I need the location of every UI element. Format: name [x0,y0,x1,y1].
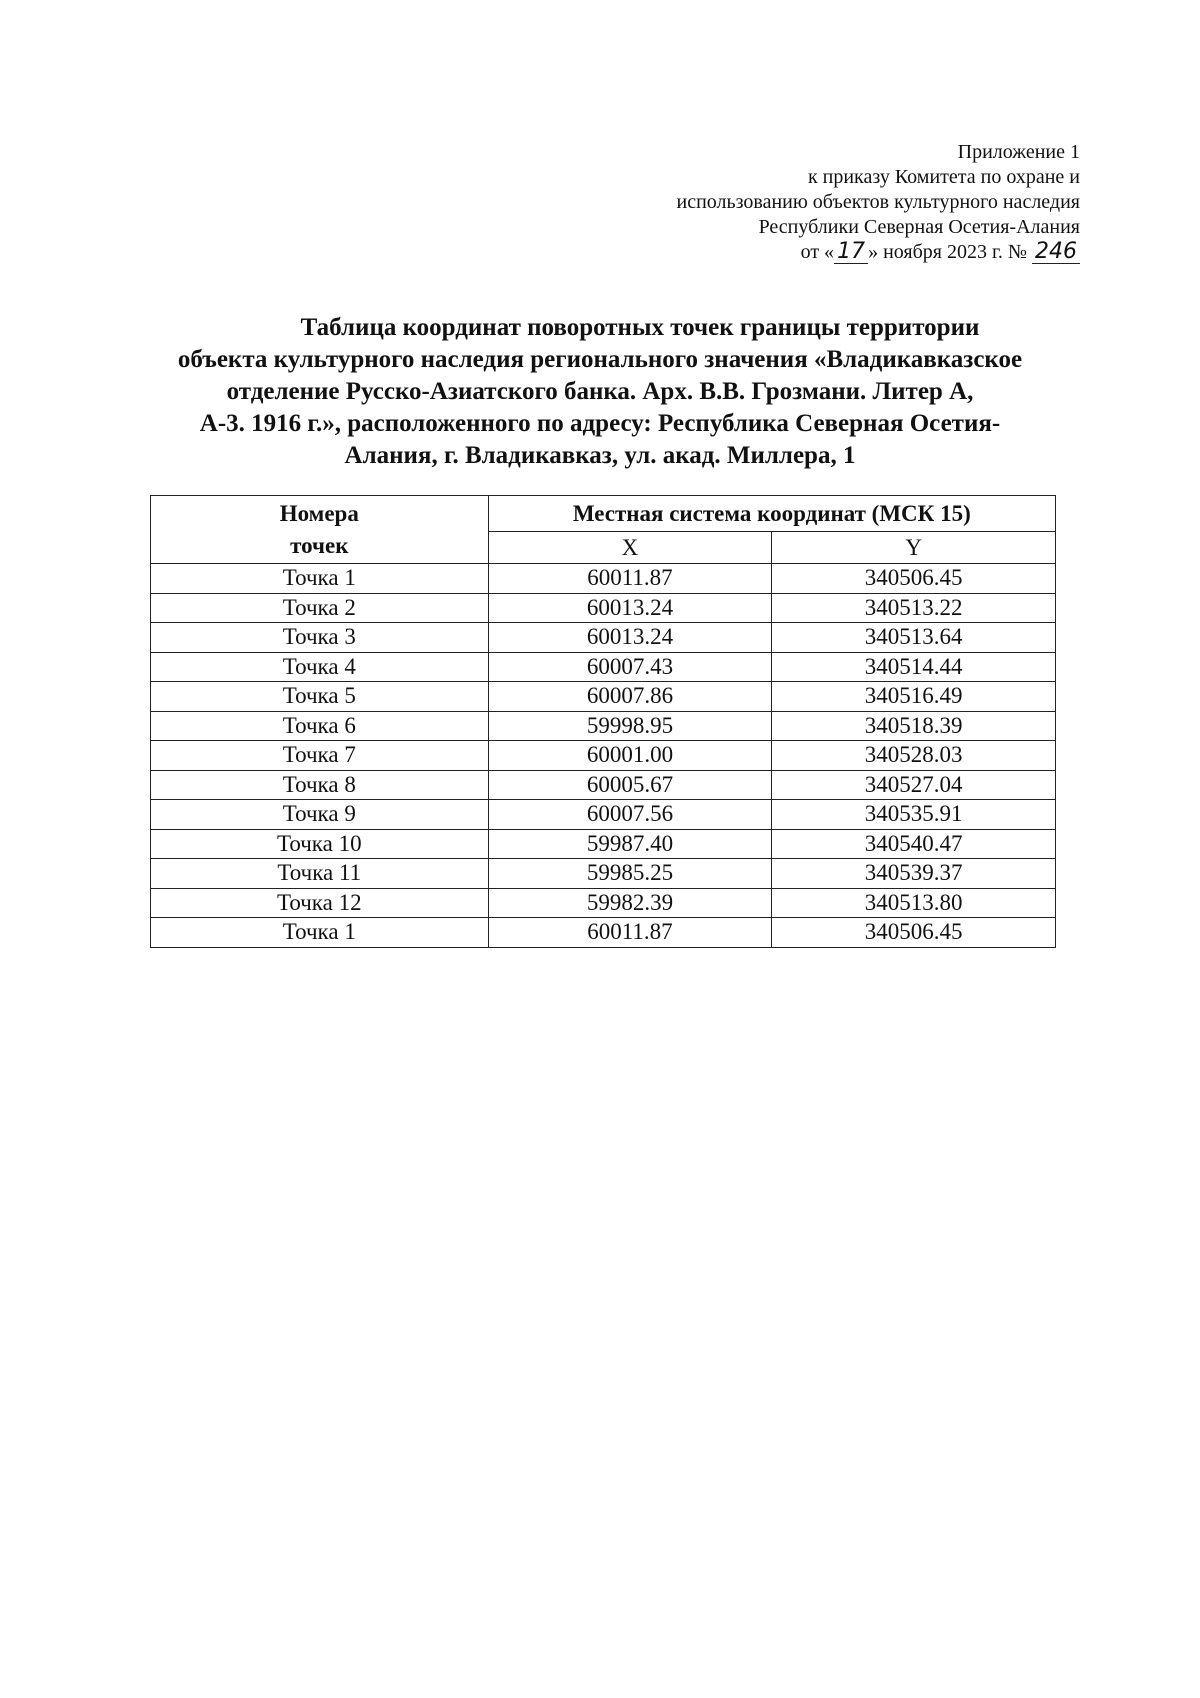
appendix-republic: Республики Северная Осетия-Алания [758,216,1080,238]
y-value: 340513.64 [772,623,1056,653]
table-row [151,711,1056,741]
handwritten-day: 17 [834,241,868,264]
y-value: 340513.80 [772,888,1056,918]
x-value: 60007.86 [488,682,772,712]
point-name: Точка 1 [151,918,489,948]
title-line-3: отделение Русско-Азиатского банка. Арх. В.В. Грозмани. Литер А, [226,378,974,405]
table-row [151,918,1056,948]
appendix-header [677,140,1081,265]
y-value: 340514.44 [772,652,1056,682]
y-value: 340535.91 [772,800,1056,830]
table-row [151,741,1056,771]
appendix-order-ref: к приказу Комитета по охране и [807,166,1080,188]
x-value: 60001.00 [488,741,772,771]
point-name: Точка 1 [151,564,489,594]
table-row [151,800,1056,830]
x-value: 60005.67 [488,770,772,800]
x-value: 60011.87 [488,918,772,948]
title-line-1: Таблица координат поворотных точек границы территории [300,314,980,341]
table-row [151,770,1056,800]
coordinates-table-body [151,564,1056,948]
coordinates-table [150,495,1056,948]
x-value: 60013.24 [488,593,772,623]
title-line-5: Алания, г. Владикавказ, ул. акад. Миллера, 1 [344,442,856,469]
table-row [151,652,1056,682]
handwritten-order-number: 246 [1032,241,1080,264]
appendix-committee: использованию объектов культурного наследия [676,191,1080,213]
x-value: 60007.56 [488,800,772,830]
y-value: 340513.22 [772,593,1056,623]
x-value: 59998.95 [488,711,772,741]
title-line-4: А-3. 1916 г.», расположенного по адресу: Республика Северная Осетия- [199,410,1001,437]
point-name: Точка 7 [151,741,489,771]
point-name: Точка 3 [151,623,489,653]
table-row [151,888,1056,918]
point-name: Точка 10 [151,829,489,859]
x-value: 60011.87 [488,564,772,594]
point-name: Точка 6 [151,711,489,741]
table-row [151,859,1056,889]
header-coordinate-system: Местная система координат (МСК 15) [488,496,1055,532]
title-line-2: объекта культурного наследия регионального значения «Владикавказское [177,346,1023,373]
header-y: Y [772,532,1056,564]
y-value: 340506.45 [772,918,1056,948]
table-row [151,623,1056,653]
table-row [151,564,1056,594]
x-value: 59982.39 [488,888,772,918]
document-title [120,312,1080,472]
y-value: 340516.49 [772,682,1056,712]
point-name: Точка 11 [151,859,489,889]
appendix-date-line [677,240,1081,265]
header-point-numbers-line1: Номера [279,500,359,526]
y-value: 340527.04 [772,770,1056,800]
point-name: Точка 5 [151,682,489,712]
y-value: 340528.03 [772,741,1056,771]
x-value: 59987.40 [488,829,772,859]
header-point-numbers-line2: точек [290,532,349,558]
y-value: 340506.45 [772,564,1056,594]
x-value: 59985.25 [488,859,772,889]
point-name: Точка 12 [151,888,489,918]
date-middle: » ноября 2023 г. № [868,241,1027,263]
y-value: 340539.37 [772,859,1056,889]
y-value: 340540.47 [772,829,1056,859]
x-value: 60013.24 [488,623,772,653]
x-value: 60007.43 [488,652,772,682]
table-row [151,829,1056,859]
header-point-numbers [151,496,489,564]
table-row [151,682,1056,712]
y-value: 340518.39 [772,711,1056,741]
point-name: Точка 8 [151,770,489,800]
appendix-title: Приложение 1 [957,141,1080,163]
date-prefix: от « [800,241,835,263]
point-name: Точка 2 [151,593,489,623]
point-name: Точка 4 [151,652,489,682]
point-name: Точка 9 [151,800,489,830]
table-row [151,593,1056,623]
header-x: X [488,532,772,564]
